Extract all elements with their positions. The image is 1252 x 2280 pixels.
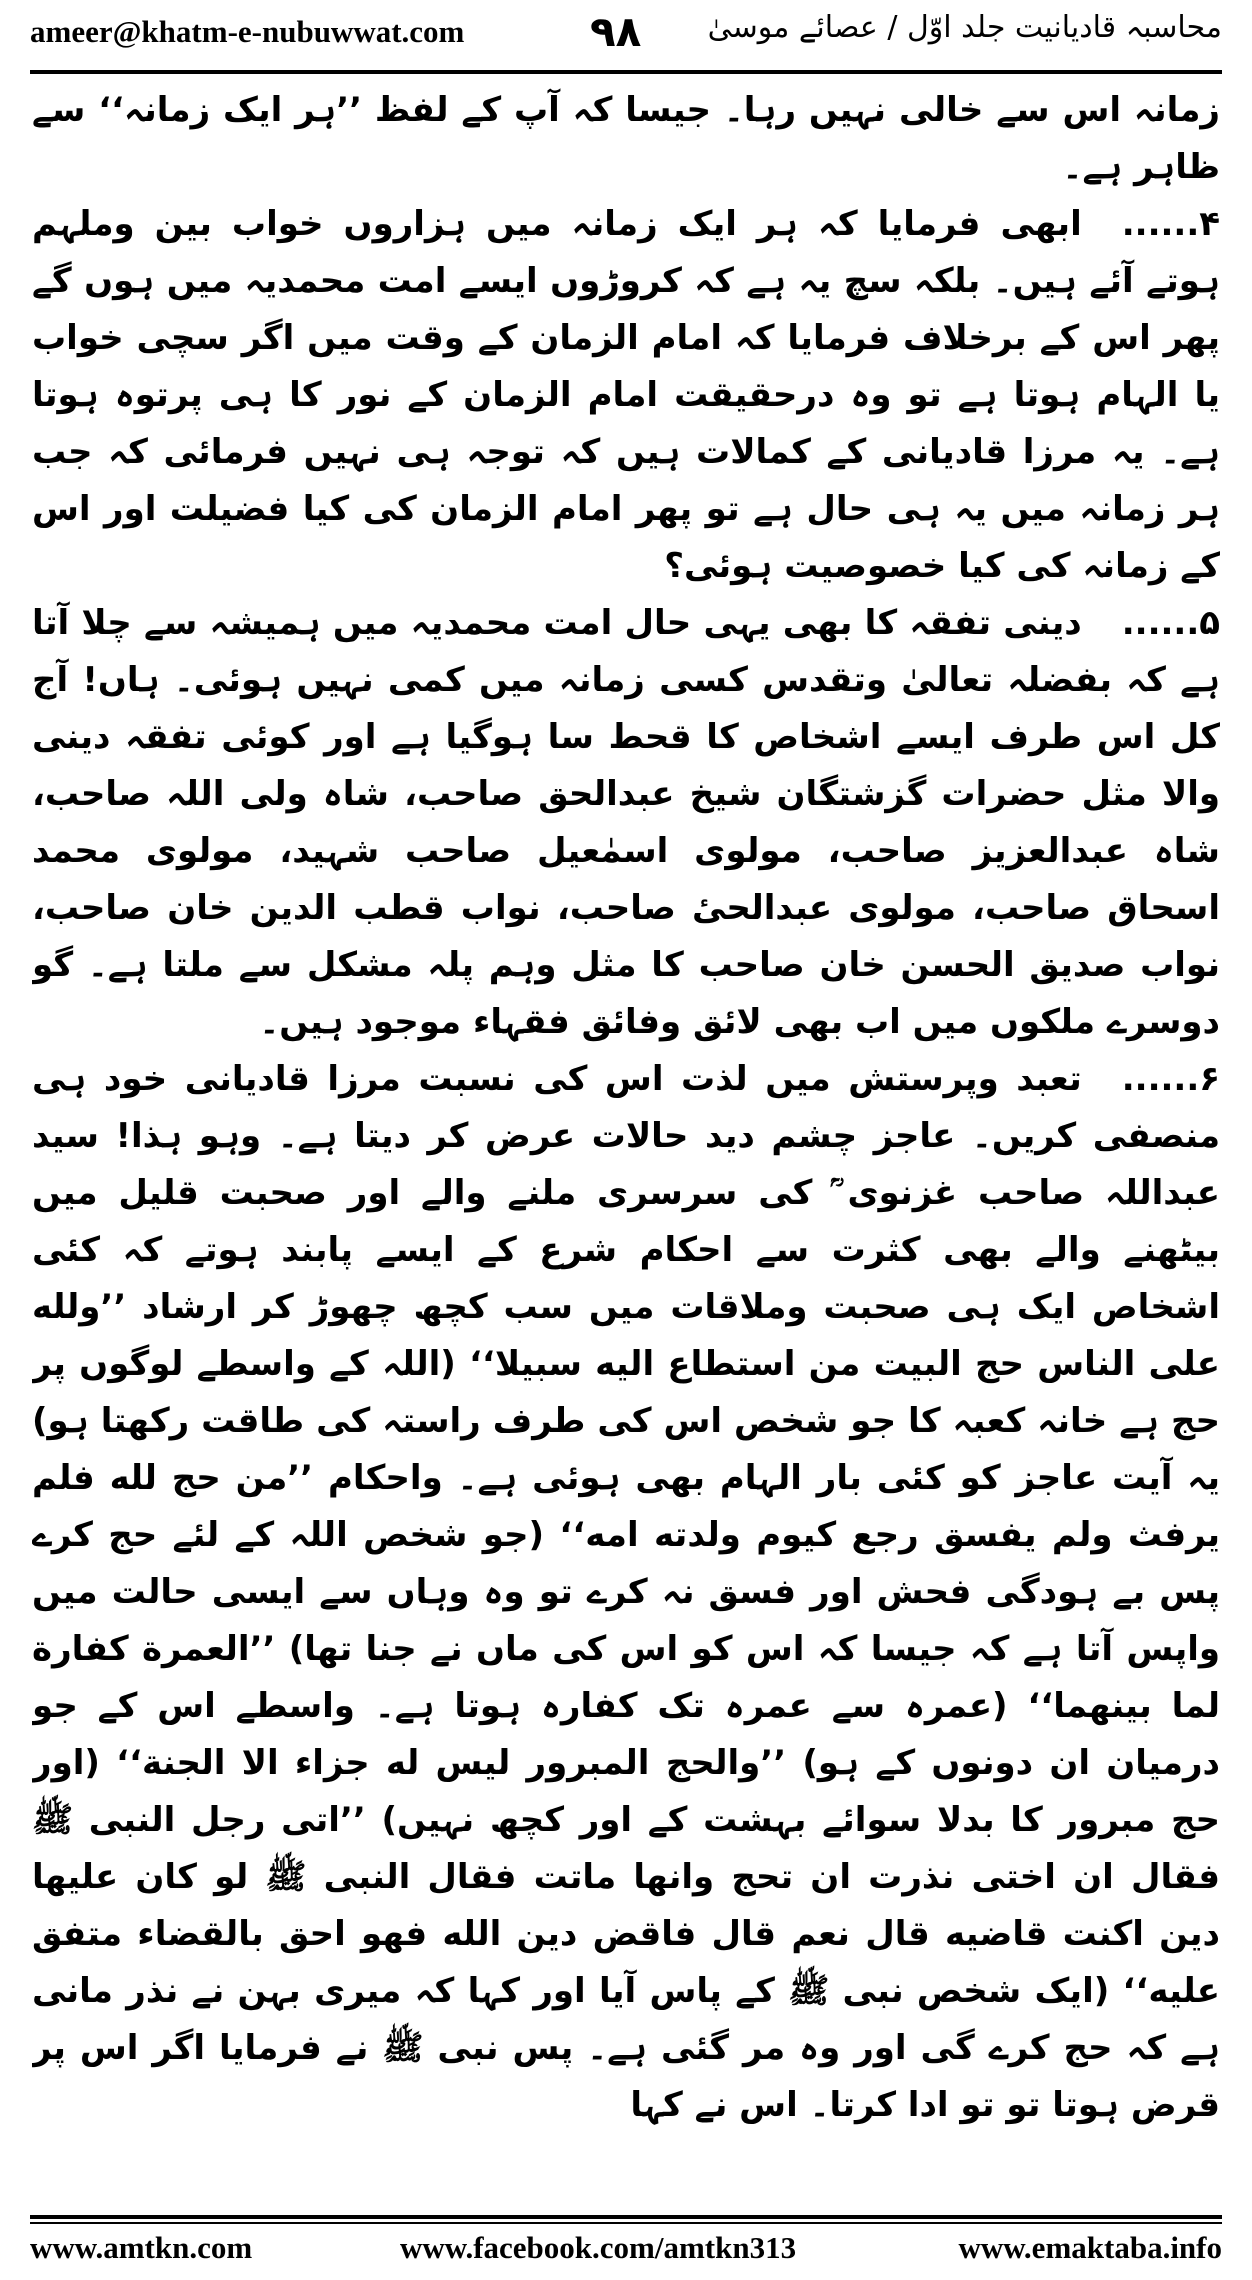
- footer-rule-thin: [30, 2222, 1222, 2224]
- footer-rule: [30, 2215, 1222, 2219]
- paragraph-text: ابھی فرمایا کہ ہر ایک زمانہ میں ہزاروں خواب بین وملہم ہوتے آئے ہیں۔ بلکہ سچ یہ ہے کہ کروڑوں ایسے امت محمدیہ میں ہوں گے پھر اس کے برخلاف فرمایا کہ امام الزمان کے وقت میں اگر سچی خواب یا الہام ہوتا ہے تو وہ درحقیقت امام الزمان کے نور کا ہی پرتوہ ہوتا ہے۔ یہ مرزا قادیانی کے کمالات ہیں کہ توجہ ہی نہیں فرمائی کہ جب ہر زمانہ میں یہ ہی حال ہے تو پھر امام الزمان کی کیا فضیلت اور اس کے زمانہ کی کیا خصوصیت ہوئی؟: [32, 204, 1220, 586]
- page-number: ۹۸: [590, 7, 642, 56]
- paragraph-4: [32, 196, 1220, 595]
- book-title: محاسبہ قادیانیت جلد اوّل / عصائے موسیٰ: [707, 10, 1222, 45]
- header-rule: [30, 70, 1222, 74]
- page-footer: [30, 2230, 1222, 2270]
- page-header: [30, 6, 1222, 66]
- paragraph-text: تعبد وپرستش میں لذت اس کی نسبت مرزا قادیانی خود ہی منصفی کریں۔ عاجز چشم دید حالات عرض کر دیتا ہے۔ وہو ہذا! سید عبداللہ صاحب غزنوی ؒ کی سرسری ملنے والے اور صحبت قلیل میں بیٹھنے والے بھی کثرت سے احکام شرع کے ایسے پابند ہوتے کہ کئی اشخاص ایک ہی صحبت وملاقات میں سب کچھ چھوڑ کر ارشاد ’’ولله علی الناس حج البیت من استطاع الیه سبیلا‘‘ (اللہ کے واسطے لوگوں پر حج ہے خانہ کعبہ کا جو شخص اس کی طرف راستہ کی طاقت رکھتا ہو) یہ آیت عاجز کو کئی بار الہام بھی ہوئی ہے۔ واحکام ’’من حج لله فلم یرفث ولم یفسق رجع کیوم ولدته امه‘‘ (جو شخص اللہ کے لئے حج کرے پس بے ہودگی فحش اور فسق نہ کرے تو وہ وہاں سے ایسی حالت میں واپس آتا ہے کہ جیسا کہ اس کو اس کی ماں نے جنا تھا) ’’العمرة کفارة لما بینهما‘‘ (عمرہ سے عمرہ تک کفارہ ہوتا ہے۔ واسطے اس کے جو درمیان ان دونوں کے ہو) ’’والحج المبرور لیس له جزاء الا الجنة‘‘ (اور حج مبرور کا بدلا سوائے بہشت کے اور کچھ نہیں) ’’اتی رجل النبی ﷺ فقال ان اختی نذرت ان تحج وانها ماتت فقال النبی ﷺ لو کان علیها دین اکنت قاضیه قال نعم قال فاقض دین الله فهو احق بالقضاء متفق علیه‘‘ (ایک شخص نبی ﷺ کے پاس آیا اور کہا کہ میری بہن نے نذر مانی ہے کہ حج کرے گی اور وہ مر گئی ہے۔ پس نبی ﷺ نے فرمایا اگر اس پر قرض ہوتا تو تو ادا کرتا۔ اس نے کہا: [32, 1059, 1220, 2125]
- footer-link-facebook[interactable]: www.facebook.com/amtkn313: [400, 2230, 797, 2265]
- paragraph-text: دینی تفقہ کا بھی یہی حال امت محمدیہ میں ہمیشہ سے چلا آتا ہے کہ بفضلہ تعالیٰ وتقدس کسی زمانہ میں کمی نہیں ہوئی۔ ہاں! آج کل اس طرف ایسے اشخاص کا قحط سا ہوگیا ہے اور کوئی تفقہ دینی والا مثل حضرات گزشتگان شیخ عبدالحق صاحب، شاہ ولی اللہ صاحب، شاہ عبدالعزیز صاحب، مولوی اسمٰعیل صاحب شہید، مولوی محمد اسحاق صاحب، مولوی عبدالحیٔ صاحب، نواب قطب الدین خان صاحب، نواب صدیق الحسن خان صاحب کا مثل وہم پلہ مشکل سے ملتا ہے۔ گو دوسرے ملکوں میں اب بھی لائق وفائق فقہاء موجود ہیں۔: [32, 603, 1220, 1042]
- footer-link-emaktaba[interactable]: www.emaktaba.info: [958, 2230, 1222, 2265]
- footer-link-amtkn[interactable]: www.amtkn.com: [30, 2230, 253, 2265]
- header-email: ameer@khatm-e-nubuwwat.com: [30, 14, 465, 49]
- paragraph-number: ۶......: [1121, 1059, 1220, 1099]
- paragraph-number: ۵......: [1121, 603, 1220, 643]
- paragraph-continuation: زمانہ اس سے خالی نہیں رہا۔ جیسا کہ آپ کے لفظ ’’ہر ایک زمانہ‘‘ سے ظاہر ہے۔: [32, 90, 1220, 187]
- paragraph-number: ۴......: [1121, 204, 1220, 244]
- page-body: [32, 82, 1220, 2162]
- paragraph-5: [32, 595, 1220, 1051]
- paragraph-6: [32, 1051, 1220, 2134]
